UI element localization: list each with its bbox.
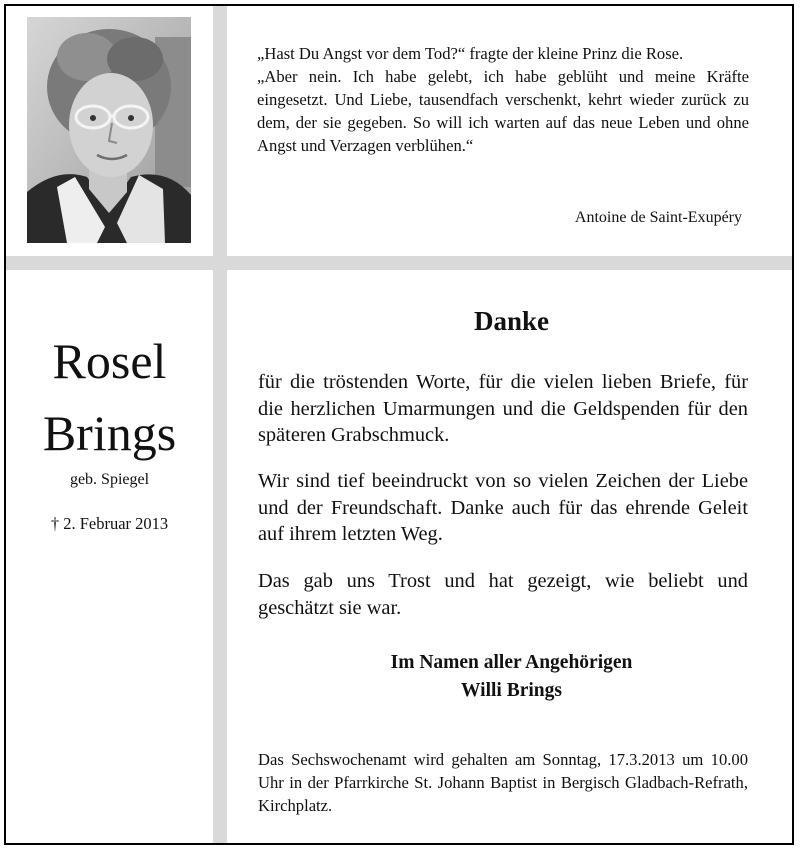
vertical-divider: [213, 6, 227, 843]
signoff-line: Im Namen aller Angehörigen: [390, 652, 633, 673]
portrait-photo: [27, 17, 191, 243]
first-name: Rosel: [52, 333, 167, 389]
horizontal-divider: [6, 256, 792, 270]
last-name: Brings: [42, 405, 177, 461]
thanks-heading: Danke: [473, 306, 549, 336]
quote-author: Antoine de Saint-Exupéry: [574, 209, 742, 226]
signoff-name: Willi Brings: [461, 680, 562, 701]
service-notice: Das Sechswochenamt wird gehalten am Sonntag, 17.3.2013 um 10.00 Uhr in der Pfarrkirche St. Johann Baptist in Bergisch Gladbach-Refrath, Kirchplatz.: [258, 750, 748, 815]
thanks-paragraph: Das gab uns Trost und hat gezeigt, wie beliebt und geschätzt sie war.: [258, 570, 748, 619]
quote-block: [257, 42, 749, 157]
maiden-name: geb. Spiegel: [69, 471, 150, 488]
death-date: † 2. Februar 2013: [50, 514, 169, 533]
quote-line: „Hast Du Angst vor dem Tod?“ fragte der kleine Prinz die Rose.: [257, 44, 684, 63]
thanks-paragraph: Wir sind tief beeindruckt von so vielen Zeichen der Liebe und der Freundschaft. Danke auch für das ehrende Geleit auf ihrem letzten Weg.: [258, 470, 748, 545]
obituary-frame: [4, 4, 794, 845]
thanks-paragraph: für die tröstenden Worte, für die vielen lieben Briefe, für die herzlichen Umarmungen und die Geldspenden für den späteren Grabschmuck.: [258, 371, 748, 446]
quote-line: „Aber nein. Ich habe gelebt, ich habe geblüht und meine Kräfte eingesetzt. Und Liebe, tausendfach verschenkt, kehrt wieder zurück zu dem, der sie gegeben. So will ich warten auf das neue Leben und ohne Angst und Verzagen verblühen.“: [257, 67, 749, 155]
